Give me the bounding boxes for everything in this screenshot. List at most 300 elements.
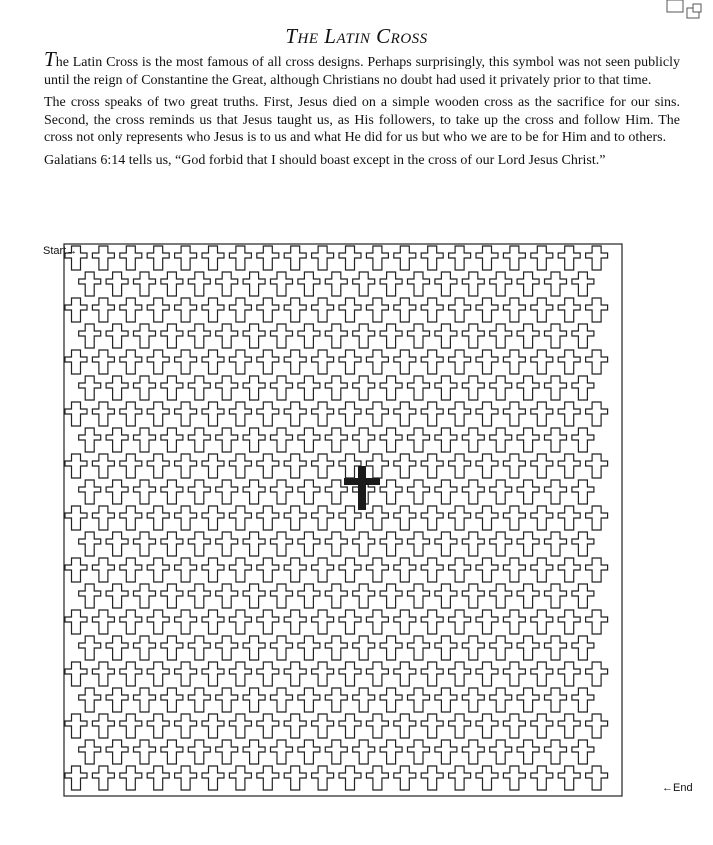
maze-cross-cell	[92, 558, 114, 582]
maze-cross-cell	[284, 402, 306, 426]
window-restore-icon[interactable]	[665, 0, 705, 22]
maze-cross-cell	[462, 688, 484, 712]
maze-cross-cell	[106, 376, 128, 400]
maze-cross-cell	[558, 610, 580, 634]
maze-cross-cell	[462, 636, 484, 660]
maze-cross-cell	[312, 454, 334, 478]
maze-cross-cell	[92, 454, 114, 478]
maze-cross-cell	[271, 688, 293, 712]
maze-cross-cell	[380, 480, 402, 504]
maze-cross-cell	[65, 246, 87, 270]
maze-cross-cell	[147, 714, 169, 738]
maze-cross-cell	[120, 766, 142, 790]
maze-cross-cell	[325, 428, 347, 452]
maze-cross-cell	[65, 662, 87, 686]
maze-cross-cell	[257, 298, 279, 322]
maze-cross-cell	[380, 428, 402, 452]
maze-cross-cell	[134, 584, 156, 608]
maze-cross-cell	[284, 610, 306, 634]
maze-cross-cell	[545, 532, 567, 556]
maze-cross-cell	[339, 662, 361, 686]
maze-cross-cell	[271, 532, 293, 556]
maze-cross-cell	[188, 272, 210, 296]
maze-cross-cell	[339, 402, 361, 426]
maze-cross-cell	[503, 558, 525, 582]
maze-cross-cell	[312, 766, 334, 790]
maze-cross-cell	[161, 584, 183, 608]
maze-cross-cell	[380, 532, 402, 556]
maze-cross-cell	[449, 402, 471, 426]
maze-start-label: Start→	[43, 245, 78, 257]
maze-cross-cell	[120, 714, 142, 738]
maze-cross-cell	[503, 506, 525, 530]
maze-cross-cell	[216, 480, 238, 504]
maze-cross-cell	[408, 740, 430, 764]
maze-cross-cell	[147, 454, 169, 478]
maze-cross-cell	[517, 688, 539, 712]
maze-cross-cell	[312, 662, 334, 686]
maze-cross-cell	[216, 272, 238, 296]
maze-cross-cell	[558, 558, 580, 582]
maze-cross-cell	[229, 558, 251, 582]
maze-cross-cell	[202, 506, 224, 530]
maze-cross-cell	[476, 714, 498, 738]
maze-cross-cell	[421, 558, 443, 582]
maze-cross-cell	[312, 246, 334, 270]
maze-cross-cell	[394, 350, 416, 374]
maze-cross-cell	[134, 324, 156, 348]
maze-cross-cell	[106, 584, 128, 608]
maze-cross-cell	[120, 662, 142, 686]
maze-cross-cell	[312, 610, 334, 634]
maze-cross-cell	[408, 584, 430, 608]
maze-cross-cell	[216, 532, 238, 556]
maze-cross-cell	[188, 532, 210, 556]
maze-cross-cell	[558, 246, 580, 270]
maze-cross-cell	[175, 402, 197, 426]
maze-cross-cell	[106, 636, 128, 660]
maze-cross-cell	[65, 558, 87, 582]
maze-cross-cell	[435, 688, 457, 712]
maze-cross-cell	[202, 454, 224, 478]
maze-cross-cell	[325, 636, 347, 660]
maze-cross-cell	[531, 766, 553, 790]
maze-cross-cell	[408, 688, 430, 712]
maze-cross-cell	[257, 610, 279, 634]
maze-cross-cell	[531, 610, 553, 634]
maze-cross-cell	[216, 584, 238, 608]
maze-cross-cell	[175, 662, 197, 686]
maze-cross-cell	[92, 402, 114, 426]
maze-cross-cell	[394, 298, 416, 322]
maze-cross-cell	[366, 714, 388, 738]
maze-cross-cell	[120, 454, 142, 478]
maze-cross-cell	[298, 584, 320, 608]
maze-cross-cell	[503, 610, 525, 634]
maze-cross-cell	[517, 428, 539, 452]
maze-cross-cell	[134, 480, 156, 504]
maze-cross-cell	[586, 610, 608, 634]
maze-cross-cell	[312, 350, 334, 374]
maze-cross-cell	[421, 246, 443, 270]
maze-cross-cell	[202, 662, 224, 686]
maze-cross-cell	[380, 324, 402, 348]
maze-cross-cell	[449, 766, 471, 790]
maze-cross-cell	[449, 454, 471, 478]
maze-cross-cell	[216, 376, 238, 400]
maze-cross-cell	[106, 532, 128, 556]
maze-cross-cell	[545, 428, 567, 452]
maze-cross-cell	[312, 714, 334, 738]
maze-cross-cell	[229, 506, 251, 530]
maze-cross-cell	[271, 376, 293, 400]
maze-cross-cell	[408, 324, 430, 348]
maze-cross-cell	[120, 402, 142, 426]
maze-cross-cell	[476, 298, 498, 322]
maze-cross-cell	[545, 272, 567, 296]
maze-cross-cell	[366, 454, 388, 478]
maze-cross-cell	[65, 350, 87, 374]
maze-cross-cell	[106, 740, 128, 764]
maze-cross-cell	[366, 402, 388, 426]
maze-cross-cell	[408, 636, 430, 660]
maze-cross-cell	[531, 714, 553, 738]
maze-cross-cell	[120, 298, 142, 322]
maze-cross-cell	[394, 558, 416, 582]
maze-cross-cell	[284, 662, 306, 686]
maze-cross-cell	[449, 350, 471, 374]
maze-cross-cell	[435, 480, 457, 504]
maze-cross-cell	[435, 584, 457, 608]
maze-cross-cell	[79, 688, 101, 712]
maze-cross-cell	[408, 428, 430, 452]
maze-cross-cell	[449, 714, 471, 738]
maze-cross-cell	[449, 610, 471, 634]
maze-cross-cell	[243, 636, 265, 660]
maze-cross-cell	[312, 402, 334, 426]
maze-cross-cell	[147, 662, 169, 686]
maze-cross-cell	[531, 662, 553, 686]
maze-cross-cell	[161, 688, 183, 712]
maze-cross-cell	[202, 558, 224, 582]
maze-cross-cell	[558, 402, 580, 426]
maze-cross-cell	[517, 532, 539, 556]
maze-cross-cell	[558, 506, 580, 530]
maze-cross-cell	[366, 662, 388, 686]
maze-cross-cell	[353, 740, 375, 764]
maze-cross-cell	[503, 350, 525, 374]
maze-cross-cell	[202, 766, 224, 790]
maze-cross-cell	[339, 350, 361, 374]
maze-cross-cell	[147, 506, 169, 530]
maze-cross-cell	[435, 428, 457, 452]
maze-cross-cell	[449, 246, 471, 270]
maze-cross-cell	[462, 584, 484, 608]
maze-cross-cell	[65, 298, 87, 322]
maze-cross-cell	[79, 740, 101, 764]
maze-cross-cell	[503, 454, 525, 478]
maze-cross-cell	[120, 350, 142, 374]
maze-cross-cell	[243, 428, 265, 452]
maze-cross-cell	[243, 272, 265, 296]
maze-cross-cell	[572, 740, 594, 764]
maze-cross-cell	[257, 506, 279, 530]
maze-cross-cell	[79, 532, 101, 556]
maze-cross-cell	[531, 506, 553, 530]
maze-cross-cell	[394, 506, 416, 530]
maze-cross-cell	[271, 740, 293, 764]
maze-cross-cell	[586, 402, 608, 426]
maze-cross-cell	[545, 480, 567, 504]
maze-cross-cell	[147, 610, 169, 634]
maze-cross-cell	[476, 246, 498, 270]
maze-cross-cell	[106, 428, 128, 452]
maze-cross-cell	[380, 636, 402, 660]
maze-cross-cell	[380, 688, 402, 712]
maze-cross-cell	[298, 428, 320, 452]
maze-cross-cell	[175, 506, 197, 530]
maze-cross-cell	[408, 532, 430, 556]
maze-cross-cell	[79, 428, 101, 452]
maze-cross-cell	[366, 246, 388, 270]
maze-cross-cell	[339, 298, 361, 322]
maze-cross-cell	[161, 532, 183, 556]
maze-cross-cell	[517, 376, 539, 400]
maze-cross-cell	[79, 324, 101, 348]
maze-cross-cell	[312, 558, 334, 582]
maze-cross-cell	[298, 688, 320, 712]
maze-cross-cell	[558, 766, 580, 790]
maze-cross-cell	[394, 454, 416, 478]
maze-cross-cell	[243, 740, 265, 764]
maze-cross-cell	[106, 688, 128, 712]
maze-cross-cell	[476, 558, 498, 582]
maze-cross-cell	[435, 376, 457, 400]
maze-cross-cell	[449, 662, 471, 686]
maze-cross-cell	[106, 324, 128, 348]
maze-cross-cell	[229, 454, 251, 478]
maze-cross-cell	[476, 454, 498, 478]
maze-cross-cell	[449, 558, 471, 582]
maze-cross-cell	[572, 428, 594, 452]
maze-cross-cell	[476, 662, 498, 686]
maze-cross-cell	[79, 272, 101, 296]
maze-cross-cell	[202, 298, 224, 322]
maze-cross-cell	[476, 402, 498, 426]
maze-cross-cell	[147, 298, 169, 322]
maze-cross-cell	[312, 298, 334, 322]
maze-cross-cell	[490, 428, 512, 452]
maze-cross-cell	[92, 298, 114, 322]
maze-cross-cell	[229, 610, 251, 634]
maze-cross-cell	[175, 714, 197, 738]
maze-cross-cell	[572, 584, 594, 608]
maze-cross-cell	[134, 376, 156, 400]
maze-cross-cell	[394, 766, 416, 790]
maze-cross-cell	[394, 402, 416, 426]
maze-cross-cell	[586, 714, 608, 738]
maze-cross-cell	[462, 272, 484, 296]
maze-cross-cell	[339, 246, 361, 270]
maze-cross-cell	[257, 454, 279, 478]
maze-cross-cell	[366, 558, 388, 582]
maze-cross-cell	[325, 584, 347, 608]
maze-cross-cell	[394, 610, 416, 634]
maze-cross-cell	[503, 662, 525, 686]
maze-cross-cell	[380, 272, 402, 296]
maze-cross-cell	[202, 246, 224, 270]
maze-cross-cell	[366, 506, 388, 530]
maze-cross-cell	[134, 688, 156, 712]
maze-cross-cell	[298, 480, 320, 504]
maze-cross-cell	[517, 740, 539, 764]
maze-cross-cell	[79, 376, 101, 400]
maze-cross-cell	[421, 714, 443, 738]
maze-cross-cell	[216, 428, 238, 452]
maze-cross-cell	[503, 298, 525, 322]
maze-cross-cell	[586, 350, 608, 374]
maze-cross-cell	[517, 584, 539, 608]
maze-cross-cell	[353, 428, 375, 452]
maze-cross-cell	[298, 324, 320, 348]
maze-cross-cell	[558, 662, 580, 686]
maze-cross-cell	[353, 584, 375, 608]
maze-cross-cell	[421, 662, 443, 686]
maze-cross-cell	[202, 610, 224, 634]
maze-cross-cell	[586, 454, 608, 478]
maze-cross-cell	[572, 272, 594, 296]
maze-cross-cell	[243, 688, 265, 712]
maze-cross-cell	[476, 766, 498, 790]
maze-cross-cell	[216, 740, 238, 764]
intro-paragraph	[44, 47, 680, 89]
maze-cross-cell	[243, 532, 265, 556]
maze-cross-cell	[490, 376, 512, 400]
maze-cross-cell	[325, 272, 347, 296]
maze-cross-cell	[257, 558, 279, 582]
maze-cross-cell	[229, 298, 251, 322]
maze-cross-cell	[161, 636, 183, 660]
maze-cross-cell	[435, 324, 457, 348]
maze-cross-cell	[284, 506, 306, 530]
intro-text: he Latin Cross is the most famous of all cross designs. Perhaps surprisingly, this symbol was not seen publicly until the reign of Constantine the Great, although Christians no doubt had used it privately prior to that time.	[44, 55, 680, 88]
maze-cross-cell	[92, 766, 114, 790]
maze-cross-cell	[490, 584, 512, 608]
maze-cross-cell	[572, 532, 594, 556]
maze-cross-cell	[408, 480, 430, 504]
maze-cross-cell	[161, 324, 183, 348]
maze-cross-cell	[572, 480, 594, 504]
maze-cross-cell	[92, 714, 114, 738]
maze-cross-cell	[531, 246, 553, 270]
maze-cross-cell	[517, 480, 539, 504]
maze-cross-cell	[380, 584, 402, 608]
maze-cross-cell	[188, 480, 210, 504]
maze-cross-cell	[257, 402, 279, 426]
maze-cross-cell	[421, 298, 443, 322]
maze-cross-cell	[353, 376, 375, 400]
maze-cross-cell	[216, 324, 238, 348]
maze-cross-cell	[92, 246, 114, 270]
maze-cross-cell	[490, 532, 512, 556]
maze-cross-cell	[65, 454, 87, 478]
maze-cross-cell	[572, 324, 594, 348]
maze-cross-cell	[284, 766, 306, 790]
maze-cross-cell	[243, 480, 265, 504]
maze-cross-cell	[134, 740, 156, 764]
maze-cross-cell	[462, 376, 484, 400]
maze-cross-cell	[435, 636, 457, 660]
maze-cross-cell	[202, 350, 224, 374]
maze-cross-cell	[161, 480, 183, 504]
maze-cross-cell	[229, 350, 251, 374]
maze-cross-cell	[572, 636, 594, 660]
maze-cross-cell	[353, 324, 375, 348]
maze-cross-cell	[175, 610, 197, 634]
maze-cross-cell	[366, 350, 388, 374]
maze-cross-cell	[325, 688, 347, 712]
paragraph-three: Galatians 6:14 tells us, “God forbid that I should boast except in the cross of our Lord Jesus Christ.”	[44, 152, 606, 168]
maze-cross-cell	[531, 402, 553, 426]
maze-cross-cell	[408, 272, 430, 296]
maze-cross-cell	[435, 740, 457, 764]
cross-maze[interactable]	[40, 236, 670, 806]
maze-cross-cell	[353, 636, 375, 660]
maze-cross-cell	[325, 324, 347, 348]
maze-cross-cell	[271, 584, 293, 608]
maze-cross-cell	[134, 532, 156, 556]
maze-cross-cell	[503, 402, 525, 426]
maze-cross-cell	[188, 428, 210, 452]
maze-cross-cell	[175, 766, 197, 790]
maze-cross-cell	[271, 636, 293, 660]
maze-cross-cell	[243, 376, 265, 400]
maze-cross-cell	[79, 480, 101, 504]
maze-cross-cell	[92, 610, 114, 634]
maze-cross-cell	[229, 662, 251, 686]
maze-cross-cell	[284, 714, 306, 738]
maze-cross-cell	[558, 454, 580, 478]
maze-cross-cell	[490, 480, 512, 504]
maze-border	[64, 244, 622, 796]
maze-cross-cell	[421, 454, 443, 478]
maze-cross-cell	[545, 376, 567, 400]
maze-cross-cell	[558, 714, 580, 738]
maze-cross-cell	[147, 766, 169, 790]
maze-cross-cell	[92, 350, 114, 374]
maze-cross-cell	[271, 324, 293, 348]
maze-cross-cell	[161, 376, 183, 400]
maze-cross-cell	[229, 766, 251, 790]
start-arrow-icon: →	[66, 245, 78, 257]
maze-cross-cell	[421, 402, 443, 426]
maze-cross-cell	[490, 636, 512, 660]
maze-cross-cell	[545, 688, 567, 712]
maze-cross-cell	[421, 610, 443, 634]
maze-cross-cell	[284, 454, 306, 478]
maze-cross-cell	[188, 688, 210, 712]
maze-cross-cell	[545, 740, 567, 764]
maze-cross-cell	[339, 766, 361, 790]
maze-cross-cell	[298, 532, 320, 556]
maze-cross-cell	[257, 714, 279, 738]
maze-cross-cell	[462, 740, 484, 764]
maze-cross-cell	[490, 324, 512, 348]
maze-cross-cell	[175, 454, 197, 478]
maze-cross-cell	[339, 454, 361, 478]
maze-cross-cell	[380, 376, 402, 400]
maze-cross-cell	[366, 766, 388, 790]
